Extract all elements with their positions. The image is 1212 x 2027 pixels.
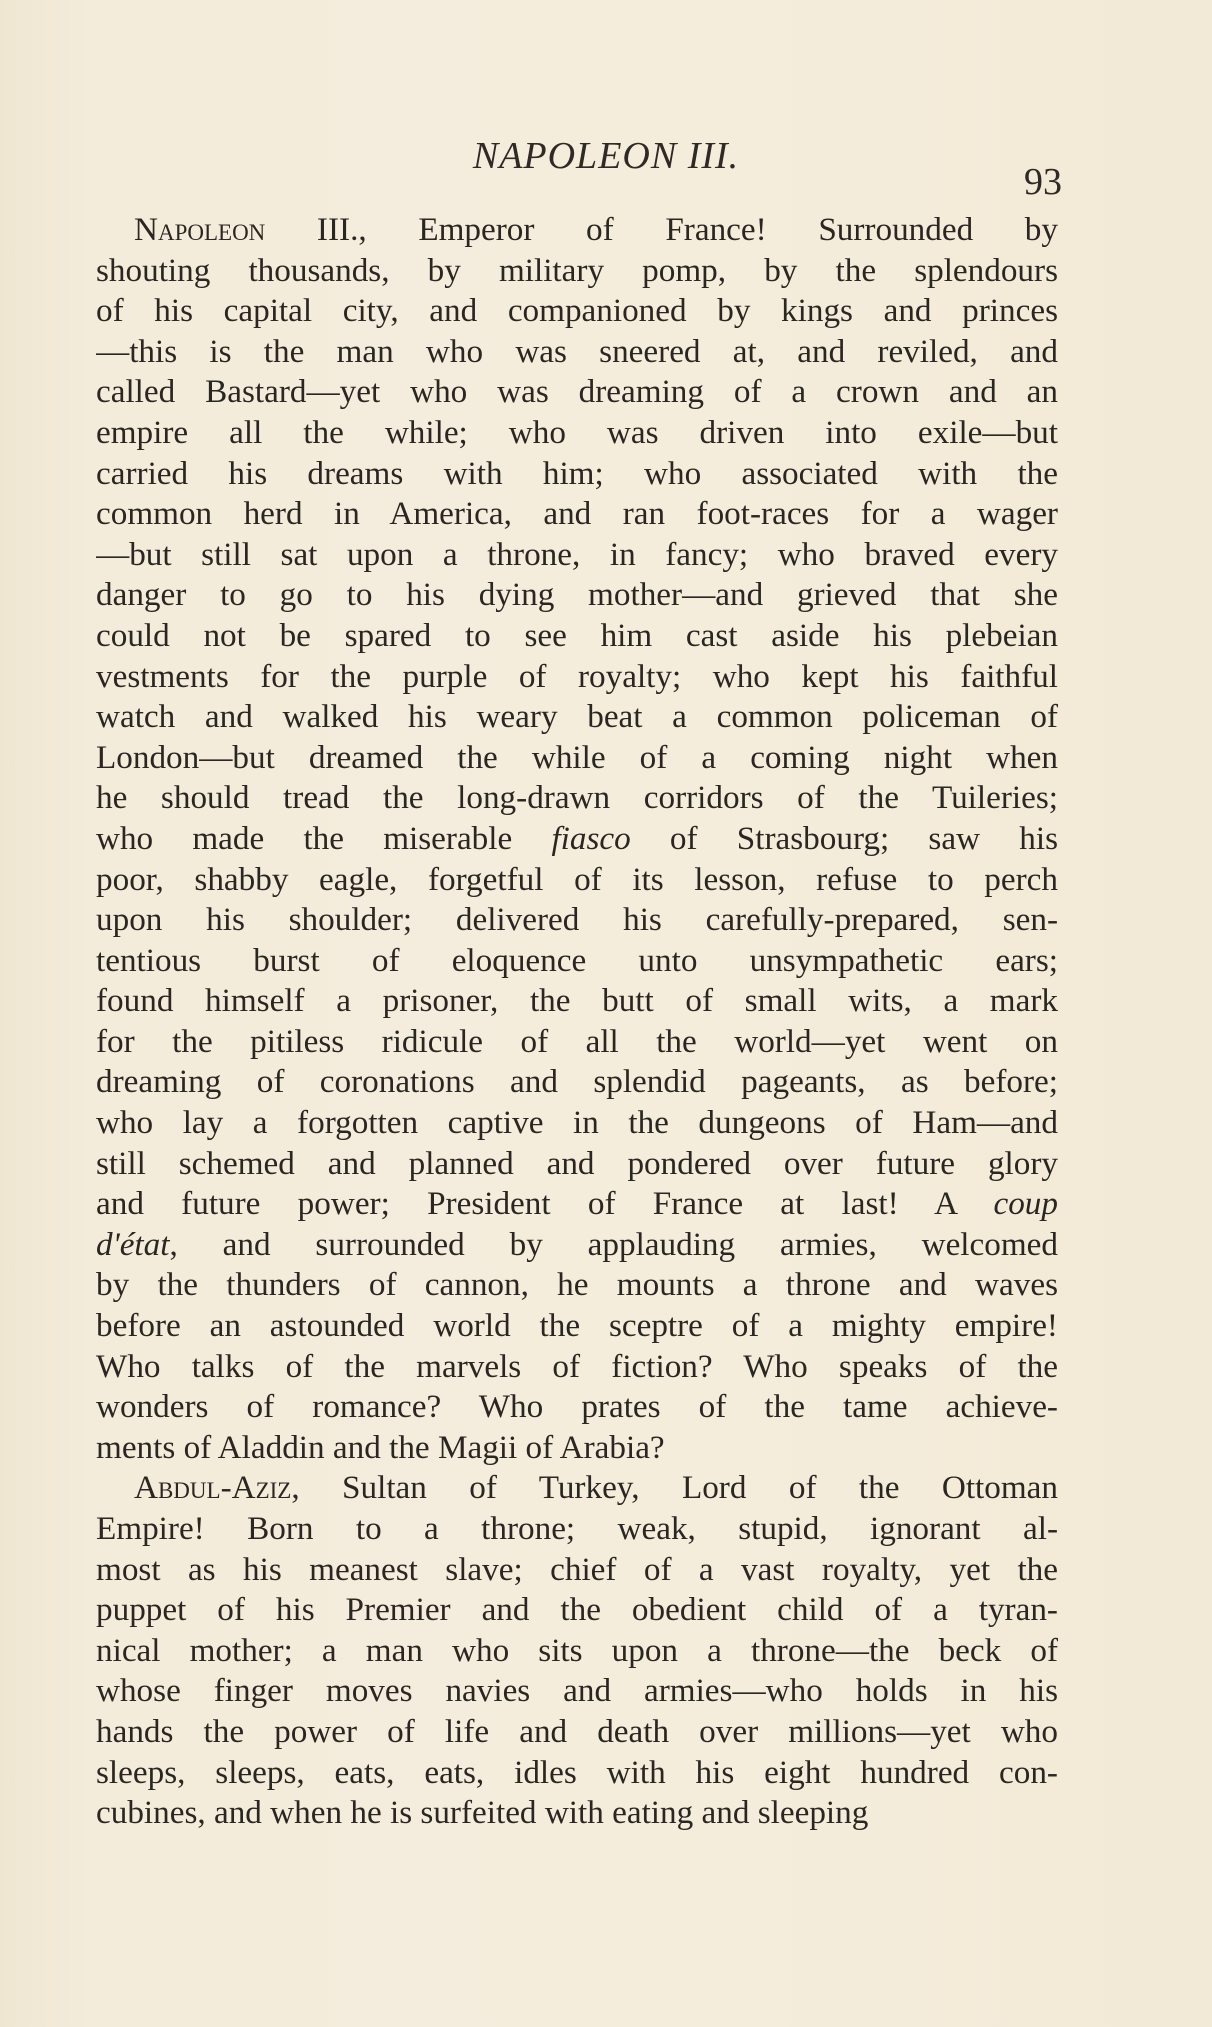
running-head: NAPOLEON III. (472, 135, 740, 177)
text-line: tentious burst of eloquence unto unsympathetic ears; (96, 941, 1058, 979)
paragraph-napoleon (96, 210, 1058, 1468)
text-line: most as his meanest slave; chief of a vast royalty, yet the (96, 1550, 1058, 1588)
text-line: —this is the man who was sneered at, and reviled, and (96, 332, 1058, 370)
text-line: sleeps, sleeps, eats, eats, idles with his eight hundred con- (96, 1753, 1058, 1791)
text-line: watch and walked his weary beat a common policeman of (96, 698, 1058, 736)
text-line: carried his dreams with him; who associated with the (96, 454, 1058, 492)
text-line: by the thunders of cannon, he mounts a throne and waves (96, 1266, 1058, 1304)
text-line: puppet of his Premier and the obedient child of a tyran- (96, 1591, 1058, 1629)
text-line: vestments for the purple of royalty; who kept his faithful (96, 657, 1058, 695)
text-line: for the pitiless ridicule of all the world—yet went on (96, 1022, 1058, 1060)
page-number: 93 (1024, 161, 1062, 203)
paragraph-abdul-aziz (96, 1468, 1058, 1833)
lead-small-caps: Abdul-Aziz (134, 1469, 292, 1507)
text-line: shouting thousands, by military pomp, by the splendours (96, 251, 1058, 289)
text-line: empire all the while; who was driven into exile—but (96, 413, 1058, 451)
text-line: who lay a forgotten captive in the dungeons of Ham—and (96, 1104, 1058, 1142)
text-line: hands the power of life and death over millions—yet who (96, 1712, 1058, 1750)
text-line: called Bastard—yet who was dreaming of a crown and an (96, 373, 1058, 411)
text-line: nical mother; a man who sits upon a throne—the beck of (96, 1631, 1058, 1669)
text-line: whose finger moves navies and armies—who holds in his (96, 1672, 1058, 1710)
text-line: who made the miserable fiasco of Strasbourg; saw his (96, 819, 1058, 857)
text-line: and future power; President of France at last! A coup (96, 1185, 1058, 1223)
text-line: danger to go to his dying mother—and grieved that she (96, 576, 1058, 614)
body-text (96, 210, 1058, 1834)
text-line: wonders of romance? Who prates of the tame achieve- (96, 1388, 1058, 1426)
text-line: cubines, and when he is surfeited with eating and sleeping (96, 1794, 869, 1832)
text-line: Who talks of the marvels of fiction? Who speaks of the (96, 1347, 1058, 1385)
text-line: before an astounded world the sceptre of a mighty empire! (96, 1307, 1058, 1345)
text-line: upon his shoulder; delivered his carefully-prepared, sen- (96, 901, 1058, 939)
text-line: common herd in America, and ran foot-races for a wager (96, 495, 1058, 533)
text-line: Empire! Born to a throne; weak, stupid, ignorant al- (96, 1510, 1058, 1547)
text-line: he should tread the long-drawn corridors of the Tuileries; (96, 779, 1058, 817)
text-line: d'état, and surrounded by applauding armies, welcomed (96, 1225, 1058, 1263)
text-line: London—but dreamed the while of a coming night when (96, 738, 1058, 776)
lead-small-caps: Napoleon (134, 211, 266, 248)
text-line: Napoleon III., Emperor of France! Surrounded by (134, 211, 1058, 248)
text-line: still schemed and planned and pondered over future glory (96, 1144, 1058, 1182)
text-line: of his capital city, and companioned by kings and princes (96, 292, 1058, 330)
text-line: poor, shabby eagle, forgetful of its lesson, refuse to perch (96, 860, 1058, 898)
text-line: —but still sat upon a throne, in fancy; who braved every (96, 535, 1058, 573)
text-line: found himself a prisoner, the butt of small wits, a mark (96, 982, 1058, 1020)
text-line: Abdul-Aziz, Sultan of Turkey, Lord of the Ottoman (134, 1469, 1058, 1507)
text-line: dreaming of coronations and splendid pageants, as before; (96, 1063, 1058, 1101)
text-line: ments of Aladdin and the Magii of Arabia? (96, 1428, 665, 1466)
text-line: could not be spared to see him cast aside his plebeian (96, 616, 1058, 654)
